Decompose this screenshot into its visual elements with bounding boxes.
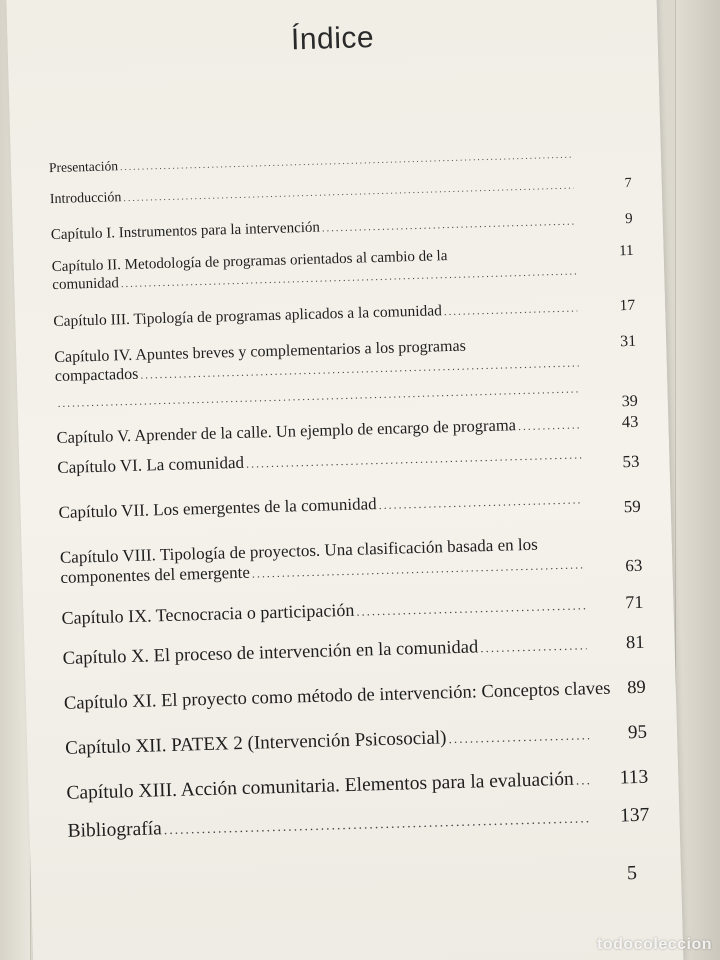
toc-entry bbox=[66, 766, 648, 806]
toc-entry bbox=[60, 532, 643, 589]
toc-entry-continuation: comunidad bbox=[52, 275, 120, 294]
index-title: Índice bbox=[290, 21, 375, 57]
toc-page-number: 71 bbox=[625, 591, 644, 613]
toc-page-number: 59 bbox=[623, 496, 641, 517]
dot-leader bbox=[164, 810, 592, 838]
toc-page-number: 89 bbox=[627, 677, 647, 699]
toc-entry-label: Capítulo IV. Apuntes breves y complementarios a los programas bbox=[54, 337, 467, 367]
toc-page-number: 63 bbox=[625, 555, 643, 576]
dot-leader bbox=[57, 383, 579, 411]
toc-entry-label: Capítulo VII. Los emergentes de la comunidad bbox=[58, 494, 377, 523]
dot-leader bbox=[123, 180, 574, 204]
toc-entry bbox=[52, 242, 635, 294]
toc-entry-label: Capítulo XII. PATEX 2 (Intervención Psicosocial) bbox=[64, 727, 447, 759]
dot-leader bbox=[322, 216, 575, 236]
toc-entry bbox=[61, 592, 643, 630]
dot-leader bbox=[246, 447, 582, 471]
toc-entry-label: Presentación bbox=[48, 158, 119, 176]
toc-entry bbox=[58, 487, 640, 524]
toc-entry bbox=[51, 210, 633, 244]
toc-entry bbox=[67, 804, 649, 844]
toc-entry-label: Capítulo X. El proceso de intervención en la comunidad bbox=[62, 637, 479, 669]
toc-entry bbox=[55, 382, 637, 412]
toc-entry bbox=[65, 722, 647, 761]
dot-leader bbox=[448, 727, 589, 747]
toc-entry-label: Introducción bbox=[49, 190, 122, 208]
dot-leader bbox=[120, 151, 573, 175]
toc-entry-label: Capítulo V. Aprender de la calle. Un ejemplo de encargo de programa bbox=[56, 415, 517, 448]
toc-entry-label: Capítulo I. Instrumentos para la intervención bbox=[50, 219, 321, 244]
toc-page-number: 53 bbox=[622, 451, 640, 472]
toc-page-number: 137 bbox=[619, 804, 650, 827]
toc-entry-continuation: compactados bbox=[54, 365, 139, 386]
dot-leader bbox=[356, 598, 586, 620]
toc-entry-label: Capítulo VIII. Tipología de proyectos. Una clasificación basada en los bbox=[59, 534, 538, 567]
toc-entry bbox=[53, 297, 635, 332]
toc-entry-label: Bibliografía bbox=[67, 818, 163, 842]
toc-entry-label: Capítulo II. Metodología de programas orientados al cambio de la bbox=[51, 248, 448, 276]
book-page bbox=[6, 0, 683, 960]
toc-entry-label: Capítulo III. Tipología de programas aplicados a la comunidad bbox=[53, 302, 443, 331]
toc-entry bbox=[64, 677, 646, 715]
dot-leader bbox=[518, 419, 581, 435]
dot-leader bbox=[480, 637, 587, 655]
toc-page-number: 39 bbox=[621, 392, 639, 411]
toc-entry bbox=[62, 632, 644, 670]
toc-entry bbox=[49, 144, 631, 177]
toc-entry-label: Capítulo XI. El proyecto como método de intervención: Conceptos claves bbox=[63, 678, 611, 714]
toc-page-number: 113 bbox=[619, 766, 649, 789]
dot-leader bbox=[575, 772, 590, 789]
book-right-edge bbox=[675, 0, 720, 960]
watermark-logo: todocoleccion bbox=[597, 936, 712, 953]
page-folio: 5 bbox=[626, 862, 638, 885]
toc-page-number: 7 bbox=[624, 175, 632, 192]
toc-page-number: 9 bbox=[624, 210, 633, 228]
toc-entry bbox=[54, 332, 637, 387]
toc-page-number: 31 bbox=[619, 332, 637, 351]
toc-entry-label: Capítulo VI. La comunidad bbox=[57, 452, 245, 478]
toc-page-number: 81 bbox=[625, 632, 645, 654]
toc-entry bbox=[57, 442, 639, 479]
toc-entry-continuation: componentes del emergente bbox=[60, 563, 251, 588]
toc-entry-label: Capítulo IX. Tecnocracia o participación bbox=[61, 599, 355, 628]
toc-page-number: 43 bbox=[621, 411, 639, 432]
toc-page-number: 17 bbox=[619, 296, 636, 315]
table-of-contents bbox=[48, 132, 650, 842]
toc-entry-label: Capítulo XIII. Acción comunitaria. Elementos para la evaluación bbox=[66, 768, 574, 804]
dot-leader bbox=[444, 302, 578, 319]
dot-leader bbox=[378, 492, 582, 512]
toc-page-number: 11 bbox=[618, 242, 634, 260]
toc-entry bbox=[56, 412, 638, 448]
toc-entry bbox=[50, 176, 632, 209]
toc-page-number: 95 bbox=[627, 721, 648, 744]
